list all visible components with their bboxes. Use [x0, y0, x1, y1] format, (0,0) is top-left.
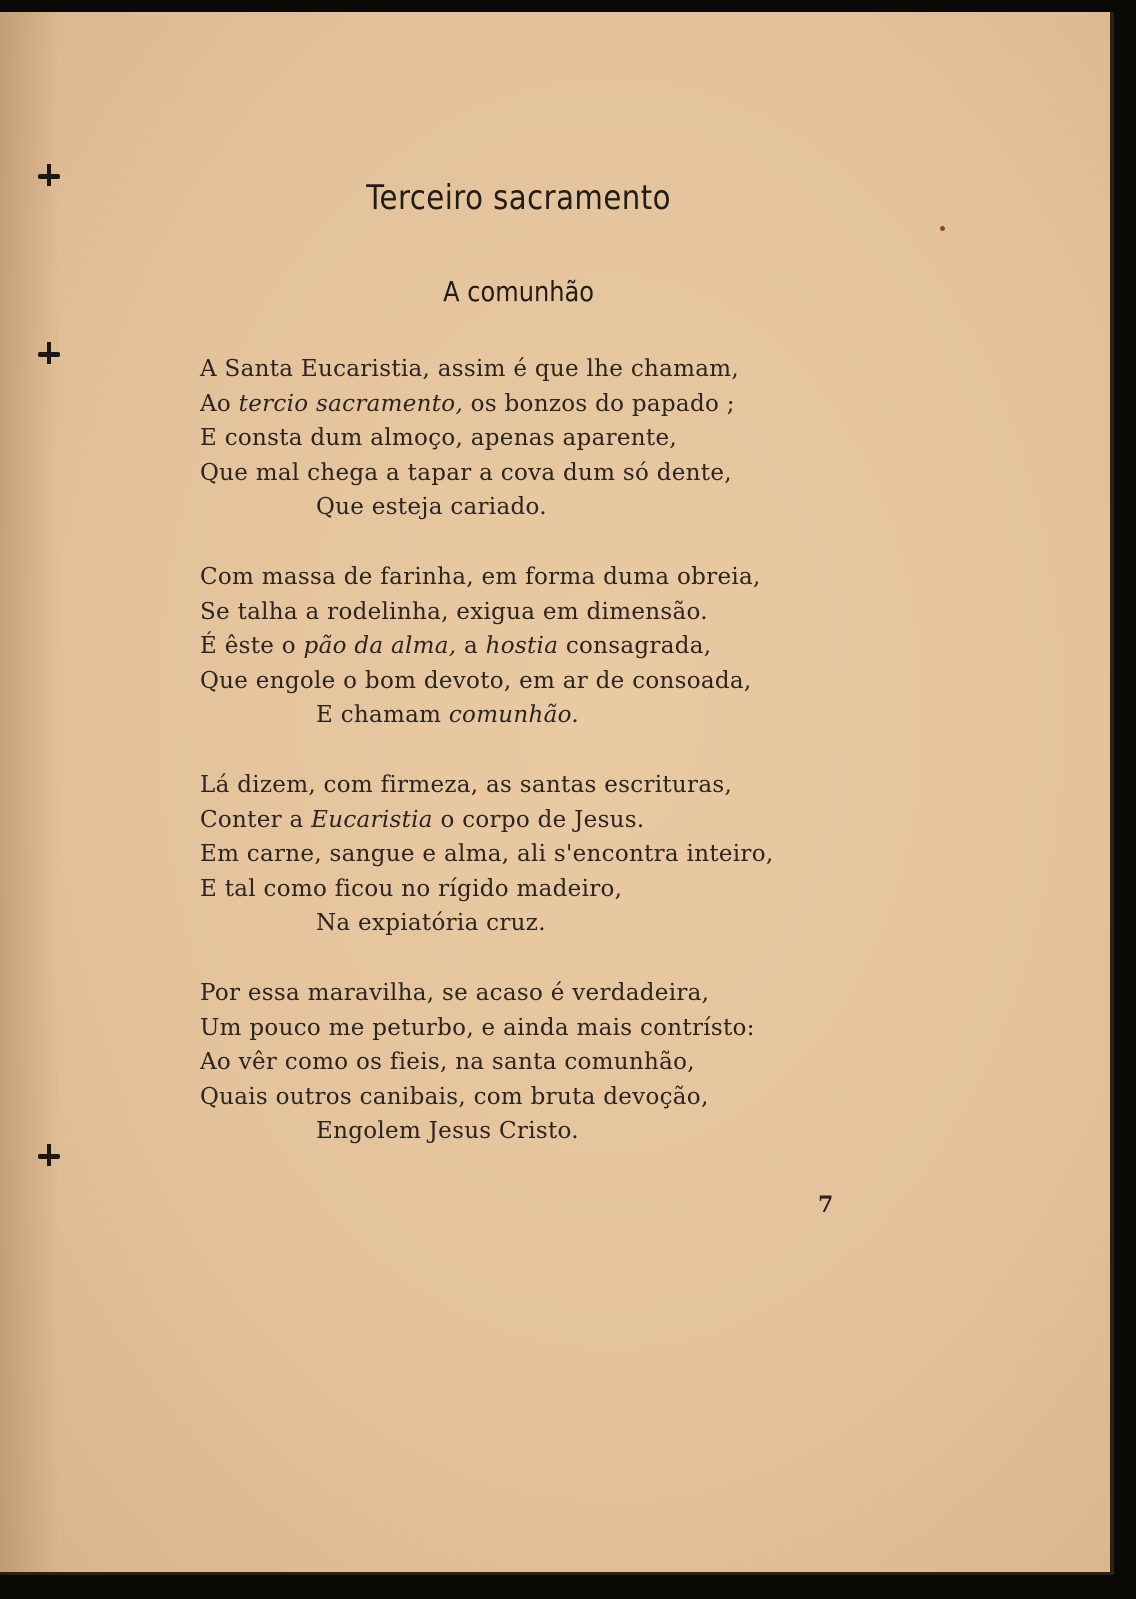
- poem-line: [200, 1080, 860, 1115]
- poem-line: [200, 837, 860, 872]
- binding-shadow: [0, 12, 60, 1572]
- poem-line-text: Que engole o bom devoto, em ar de consoada,: [200, 667, 752, 694]
- poem-line-italic-text: pão da alma,: [303, 633, 457, 659]
- poem-line: [200, 387, 860, 422]
- page-subtitle: A comunhão: [443, 275, 595, 308]
- poem-line-text: Um pouco me peturbo, e ainda mais contrísto:: [200, 1014, 755, 1041]
- poem-line: [200, 595, 860, 630]
- poem-line: [200, 976, 860, 1011]
- staple-mark: [38, 170, 60, 184]
- poem-line-text: o corpo de Jesus.: [432, 806, 645, 833]
- poem-line-text: Que esteja cariado.: [316, 494, 547, 520]
- poem-line-text: Se talha a rodelinha, exigua em dimensão.: [200, 598, 708, 625]
- poem-line: [200, 490, 860, 525]
- poem-line-italic-text: tercio sacramento,: [238, 390, 464, 417]
- poem-line-text: Na expiatória cruz.: [316, 910, 546, 936]
- poem-stanza-3: [200, 768, 860, 941]
- poem-stanza-2: [200, 560, 860, 733]
- poem-line-text: Ao vêr como os fieis, na santa comunhão,: [200, 1049, 695, 1075]
- page-number: 7: [818, 1192, 834, 1218]
- poem-line: [200, 1045, 860, 1080]
- poem-line-text: a: [456, 633, 486, 659]
- poem-line: [200, 872, 860, 907]
- book-page: [0, 12, 1114, 1575]
- poem-line-italic-text: comunhão.: [448, 702, 580, 728]
- poem-line-italic-text: Eucaristia: [311, 806, 433, 833]
- poem-line-text: os bonzos do papado ;: [463, 390, 735, 417]
- poem-line-text: Conter a: [200, 806, 312, 833]
- poem-line-text: E chamam: [316, 702, 449, 728]
- poem-line-text: Ao: [200, 390, 239, 417]
- poem-line-italic-text: hostia: [485, 633, 559, 659]
- poem-line: [200, 803, 860, 838]
- poem-line-text: Que mal chega a tapar a cova dum só dente,: [200, 459, 732, 486]
- poem-line-text: A Santa Eucaristia, assim é que lhe chamam,: [200, 356, 739, 382]
- ink-speck: [940, 226, 945, 231]
- poem-line: [200, 456, 860, 491]
- poem-line-text: Por essa maravilha, se acaso é verdadeira,: [200, 980, 710, 1006]
- page-title: Terceiro sacramento: [366, 178, 671, 218]
- poem-line: [200, 1114, 860, 1149]
- poem-line: [200, 768, 860, 803]
- poem-line-text: É êste o: [200, 633, 304, 659]
- poem-line: [200, 421, 860, 456]
- poem-stanza-1: [200, 352, 860, 525]
- poem-line-text: Com massa de farinha, em forma duma obreia,: [200, 564, 761, 590]
- poem-line: [200, 906, 860, 941]
- staple-mark: [38, 348, 60, 362]
- poem-line: [200, 698, 860, 733]
- poem-line-text: E tal como ficou no rígido madeiro,: [200, 875, 623, 902]
- poem-stanza-4: [200, 976, 860, 1149]
- poem-line: [200, 664, 860, 699]
- poem-line: [200, 1011, 860, 1046]
- poem-line: [200, 352, 860, 387]
- poem-line: [200, 560, 860, 595]
- poem-line-text: Quais outros canibais, com bruta devoção,: [200, 1083, 709, 1110]
- staple-mark: [38, 1150, 60, 1164]
- poem-line: [200, 629, 860, 664]
- poem-line-text: Lá dizem, com firmeza, as santas escrituras,: [200, 772, 733, 798]
- poem-line-text: Engolem Jesus Cristo.: [316, 1118, 579, 1144]
- poem-line-text: E consta dum almoço, apenas aparente,: [200, 425, 677, 451]
- poem-line-text: consagrada,: [558, 633, 712, 659]
- poem-line-text: Em carne, sangue e alma, ali s'encontra inteiro,: [200, 841, 774, 867]
